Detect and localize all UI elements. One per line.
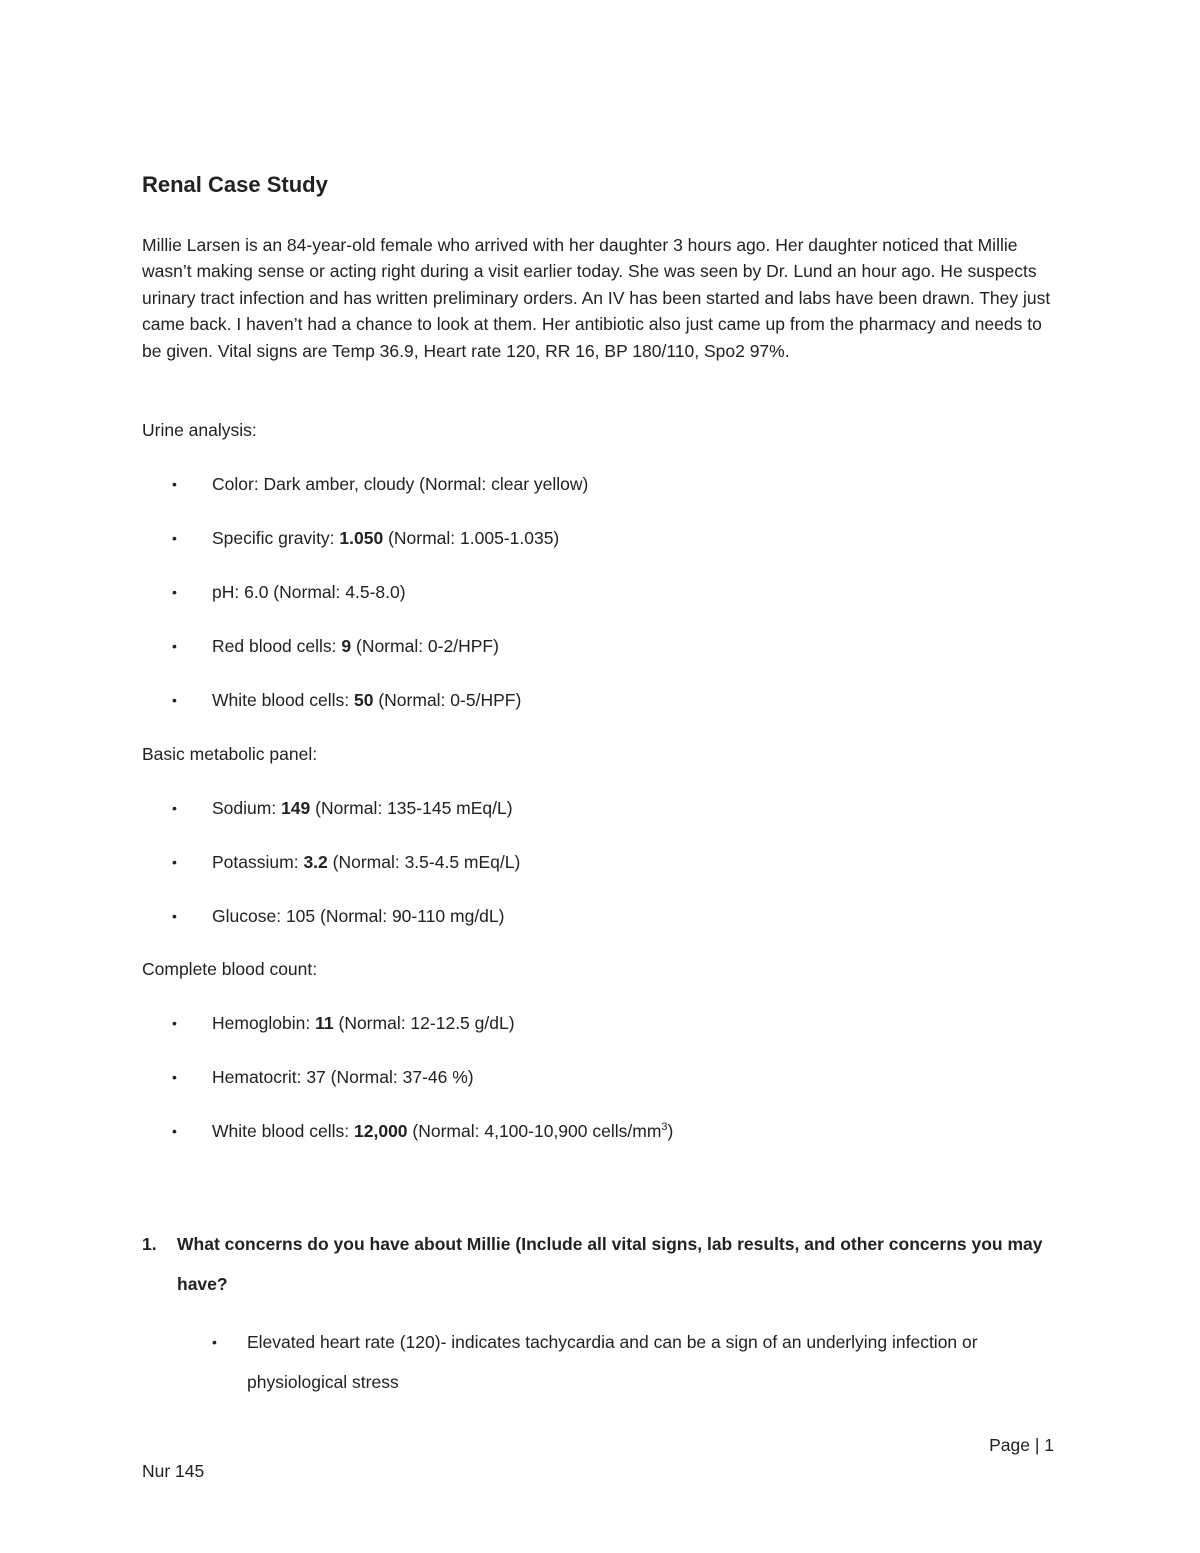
lab-normal-range: (Normal: 0-5/HPF) [373, 690, 522, 710]
list-item [172, 1118, 673, 1144]
list-item [172, 471, 588, 497]
blood-count-heading: Complete blood count: [142, 959, 318, 979]
bullet-icon: • [172, 476, 177, 492]
lab-label: Specific gravity: [212, 528, 340, 548]
course-code: Nur 145 [142, 1461, 205, 1481]
question-1 [142, 1224, 1072, 1304]
closing-paren: ) [667, 1121, 674, 1141]
list-item [172, 687, 521, 713]
bullet-icon: • [172, 1069, 177, 1085]
lab-label: White blood cells: [212, 1121, 355, 1141]
question-number: 1. [142, 1234, 157, 1254]
metabolic-panel-heading: Basic metabolic panel: [142, 744, 318, 764]
list-item [172, 1010, 515, 1036]
list-item [172, 1064, 474, 1090]
urine-analysis-heading: Urine analysis: [142, 420, 257, 440]
lab-value: Dark amber, cloudy [263, 474, 415, 494]
lab-normal-range: (Normal: 90-110 mg/dL) [315, 906, 505, 926]
lab-normal-range: (Normal: 4,100-10,900 cells/mm [407, 1121, 662, 1141]
lab-label: Hematocrit: [212, 1067, 307, 1087]
bullet-icon: • [172, 530, 177, 546]
lab-normal-range: (Normal: 0-2/HPF) [351, 636, 499, 656]
lab-value: 149 [281, 798, 311, 818]
bullet-icon: • [172, 854, 177, 870]
document-title: Renal Case Study [142, 172, 328, 197]
list-item [172, 903, 504, 929]
lab-normal-range: (Normal: 37-46 %) [325, 1067, 474, 1087]
lab-value: 105 [285, 906, 316, 926]
lab-value: 6.0 [244, 582, 269, 602]
list-item [172, 795, 513, 821]
bullet-icon: • [172, 584, 177, 600]
bullet-icon: • [172, 1123, 177, 1139]
lab-value: 50 [354, 690, 374, 710]
lab-value: 37 [306, 1067, 326, 1087]
lab-label: Potassium: [212, 852, 304, 872]
page-number: Page | 1 [989, 1435, 1054, 1455]
lab-value: 3.2 [303, 852, 328, 872]
case-intro-paragraph: Millie Larsen is an 84-year-old female who arrived with her daughter 3 hours ago. Her daughter noticed that Millie wasn’t making sense or acting right during a visit earlier today. She was seen by Dr. Lund an hour ago. He suspects urinary tract infection and has written preliminary orders. An IV has been started and labs have been drawn. They just came back. I haven’t had a chance to look at them. Her antibiotic also just came up from the pharmacy and needs to be given. Vital signs are Temp 36.9, Heart rate 120, RR 16, BP 180/110, Spo2 97%. [142, 235, 1051, 361]
superscript: 3 [661, 1121, 668, 1134]
lab-label: Color: [212, 474, 264, 494]
question-text: What concerns do you have about Millie (Include all vital signs, lab results, and other concerns you may have? [177, 1234, 1043, 1294]
lab-normal-range: (Normal: clear yellow) [414, 474, 589, 494]
bullet-icon: • [172, 1015, 177, 1031]
lab-value: 1.050 [339, 528, 384, 548]
list-item [172, 579, 406, 605]
lab-label: Sodium: [212, 798, 282, 818]
answer-item [212, 1322, 1062, 1402]
bullet-icon: • [172, 908, 177, 924]
bullet-icon: • [172, 800, 177, 816]
bullet-icon: • [172, 692, 177, 708]
lab-normal-range: (Normal: 4.5-8.0) [268, 582, 406, 602]
lab-label: White blood cells: [212, 690, 355, 710]
list-item [172, 525, 559, 551]
lab-normal-range: (Normal: 135-145 mEq/L) [310, 798, 513, 818]
lab-label: Glucose: [212, 906, 286, 926]
bullet-icon: • [212, 1334, 217, 1350]
lab-label: pH: [212, 582, 245, 602]
list-item [172, 633, 499, 659]
lab-normal-range: (Normal: 3.5-4.5 mEq/L) [327, 852, 521, 872]
list-item [172, 849, 520, 875]
lab-normal-range: (Normal: 12-12.5 g/dL) [333, 1013, 515, 1033]
lab-value: 12,000 [354, 1121, 408, 1141]
lab-label: Red blood cells: [212, 636, 342, 656]
lab-value: 9 [341, 636, 352, 656]
lab-normal-range: (Normal: 1.005-1.035) [383, 528, 560, 548]
bullet-icon: • [172, 638, 177, 654]
lab-value: 11 [315, 1013, 334, 1033]
lab-label: Hemoglobin: [212, 1013, 316, 1033]
answer-text: Elevated heart rate (120)- indicates tachycardia and can be a sign of an underlying infection or physiological stress [247, 1332, 978, 1392]
